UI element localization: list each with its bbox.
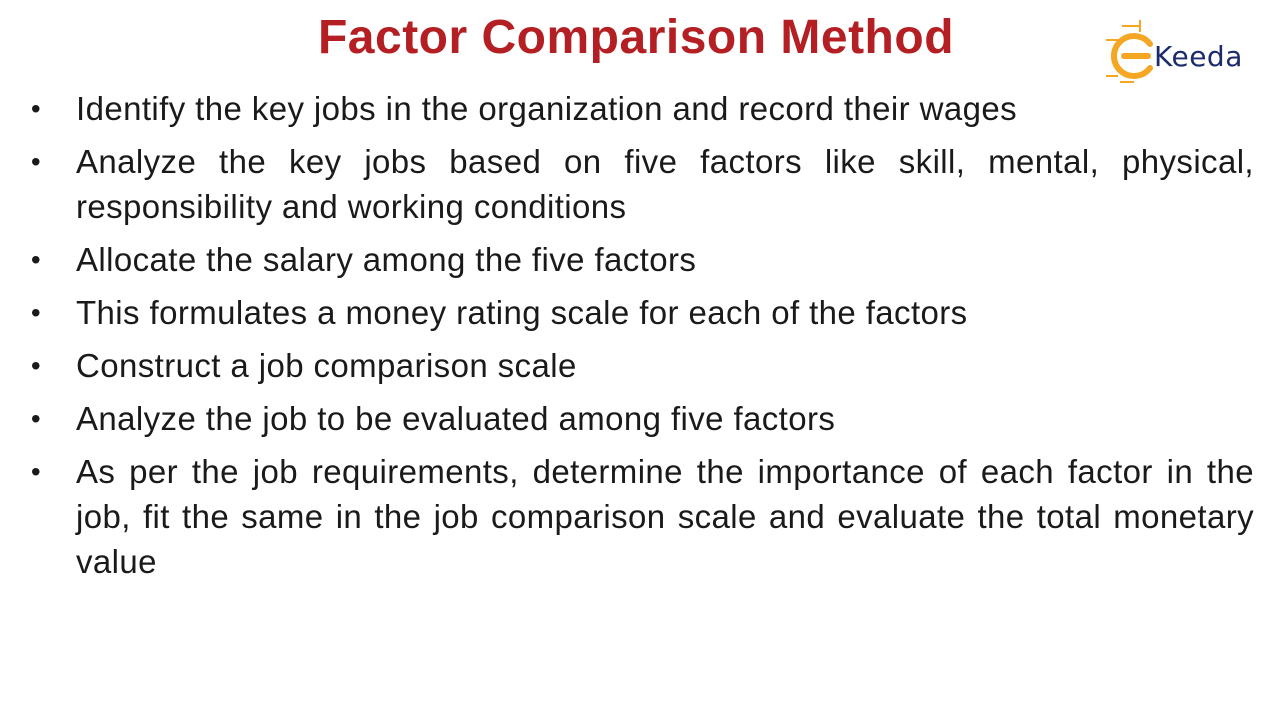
bullet-item bbox=[26, 139, 1254, 229]
bullet-marker: • bbox=[30, 350, 42, 381]
ekeeda-logo bbox=[1100, 18, 1260, 88]
bullet-text: Analyze the key jobs based on five factors like skill, mental, physical, responsibility and working conditions bbox=[76, 143, 1254, 225]
bullet-marker: • bbox=[30, 456, 42, 487]
bullet-text: Analyze the job to be evaluated among five factors bbox=[76, 400, 836, 437]
bullet-marker: • bbox=[30, 93, 42, 124]
bullet-text: As per the job requirements, determine the importance of each factor in the job, fit the same in the job comparison scale and evaluate the total monetary value bbox=[76, 453, 1254, 580]
bullet-item bbox=[26, 449, 1254, 584]
bullet-text: Construct a job comparison scale bbox=[76, 347, 577, 384]
bullet-list bbox=[26, 86, 1254, 592]
logo-text: Keeda bbox=[1154, 40, 1243, 73]
slide-title: Factor Comparison Method bbox=[317, 11, 955, 64]
bullet-item bbox=[26, 290, 1254, 335]
bullet-text: This formulates a money rating scale for each of the factors bbox=[76, 294, 968, 331]
bullet-item bbox=[26, 237, 1254, 282]
bullet-text: Identify the key jobs in the organization and record their wages bbox=[76, 90, 1017, 127]
bullet-marker: • bbox=[30, 146, 42, 177]
bullet-item bbox=[26, 86, 1254, 131]
bullet-marker: • bbox=[30, 244, 42, 275]
bullet-item bbox=[26, 396, 1254, 441]
bullet-marker: • bbox=[30, 403, 42, 434]
bullet-item bbox=[26, 343, 1254, 388]
bullet-marker: • bbox=[30, 297, 42, 328]
bullet-text: Allocate the salary among the five factors bbox=[76, 241, 697, 278]
